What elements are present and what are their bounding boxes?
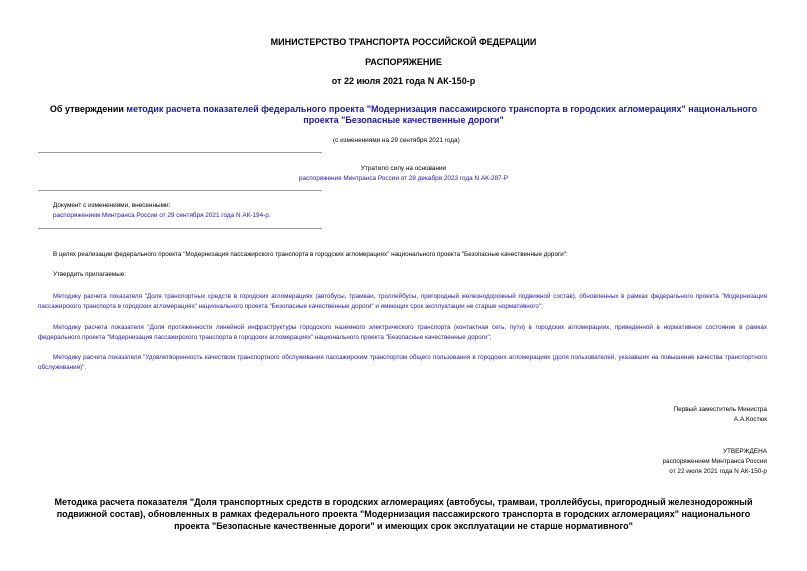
signature-position: Первый заместитель Министра xyxy=(673,406,767,413)
document-date: от 22 июля 2021 года N АК-150-р xyxy=(331,76,476,86)
amended-link[interactable]: распоряжением Минтранса России от 29 сентября 2021 года N АК-194-р. xyxy=(53,212,271,219)
document-type: РАСПОРЯЖЕНИЕ xyxy=(365,57,442,67)
methodology-title: Методика расчета показателя "Доля транспортных средств в городских агломерациях (автобусы, трамваи, троллейбусы, пригородный железнодорожный подвижной состав), обновленных в рамках федерального проекта "Модернизация пассажирского транспорта в городских агломерациях" национального проекта "Безопасные качественные дороги" и имеющих срок эксплуатации не старше нормативного" xyxy=(54,497,753,531)
approved-date: от 22 июля 2021 года N АК-150-р xyxy=(669,468,767,475)
intro-paragraph: В целях реализации федерального проекта "Модернизация пассажирского транспорта в городских агломерациях" национального проекта "Безопасные качественные дороги": xyxy=(53,251,568,258)
amended-text: Документ с изменениями, внесенными: xyxy=(53,202,171,209)
lost-force-text: Утратило силу на основании xyxy=(360,165,447,172)
approve-paragraph: Утвердить прилагаемые: xyxy=(53,271,126,278)
lost-force-link[interactable]: распоряжения Минтранса России от 28 декабря 2023 года N АК-287-Р xyxy=(298,175,509,182)
divider-1 xyxy=(38,152,322,153)
item-2-link[interactable]: Методику расчета показателя "Доля протяженности линейной инфраструктуры городского наземного электрического транспорта (контактная сеть, пути) в городских агломерациях, приведенной в нормативное состояние в рамках федерального проекта "Модернизация пассажирского транспорта в городских агломерациях" национального проекта "Безопасные качественные дороги"; xyxy=(38,324,767,341)
document-title xyxy=(40,104,767,126)
changes-note: (с изменениями на 29 сентября 2021 года) xyxy=(333,137,460,144)
approved-by: распоряжением Минтранса России xyxy=(662,458,767,465)
approved-label: УТВЕРЖДЕНА xyxy=(722,448,767,455)
item-3-link[interactable]: Методику расчета показателя "Удовлетворенность качеством транспортного обслуживания пассажирским транспортом общего пользования в городских агломерациях (доля пользователей, указавших на повышение качества транспортного обслуживания)". xyxy=(38,354,767,371)
title-link[interactable]: методик расчета показателей федерального проекта "Модернизация пассажирского транспорта в городских агломерациях" национального проекта "Безопасные качественные дороги" xyxy=(126,104,758,125)
divider-2 xyxy=(38,190,322,191)
title-prefix: Об утверждении xyxy=(49,104,127,114)
item-1-link[interactable]: Методику расчета показателя "Доля транспортных средств в городских агломерациях (автобусы, трамваи, троллейбусы, пригородный железнодорожный подвижной состав), обновленных в рамках федерального проекта "Модернизация пассажирского транспорта в городских агломерациях" национального проекта "Безопасные качественные дороги" и имеющих срок эксплуатации не старше нормативного"; xyxy=(38,293,767,310)
ministry-heading: МИНИСТЕРСТВО ТРАНСПОРТА РОССИЙСКОЙ ФЕДЕРАЦИИ xyxy=(270,37,537,47)
signature-name: А.А.Костюк xyxy=(733,416,767,423)
divider-3 xyxy=(38,228,322,229)
